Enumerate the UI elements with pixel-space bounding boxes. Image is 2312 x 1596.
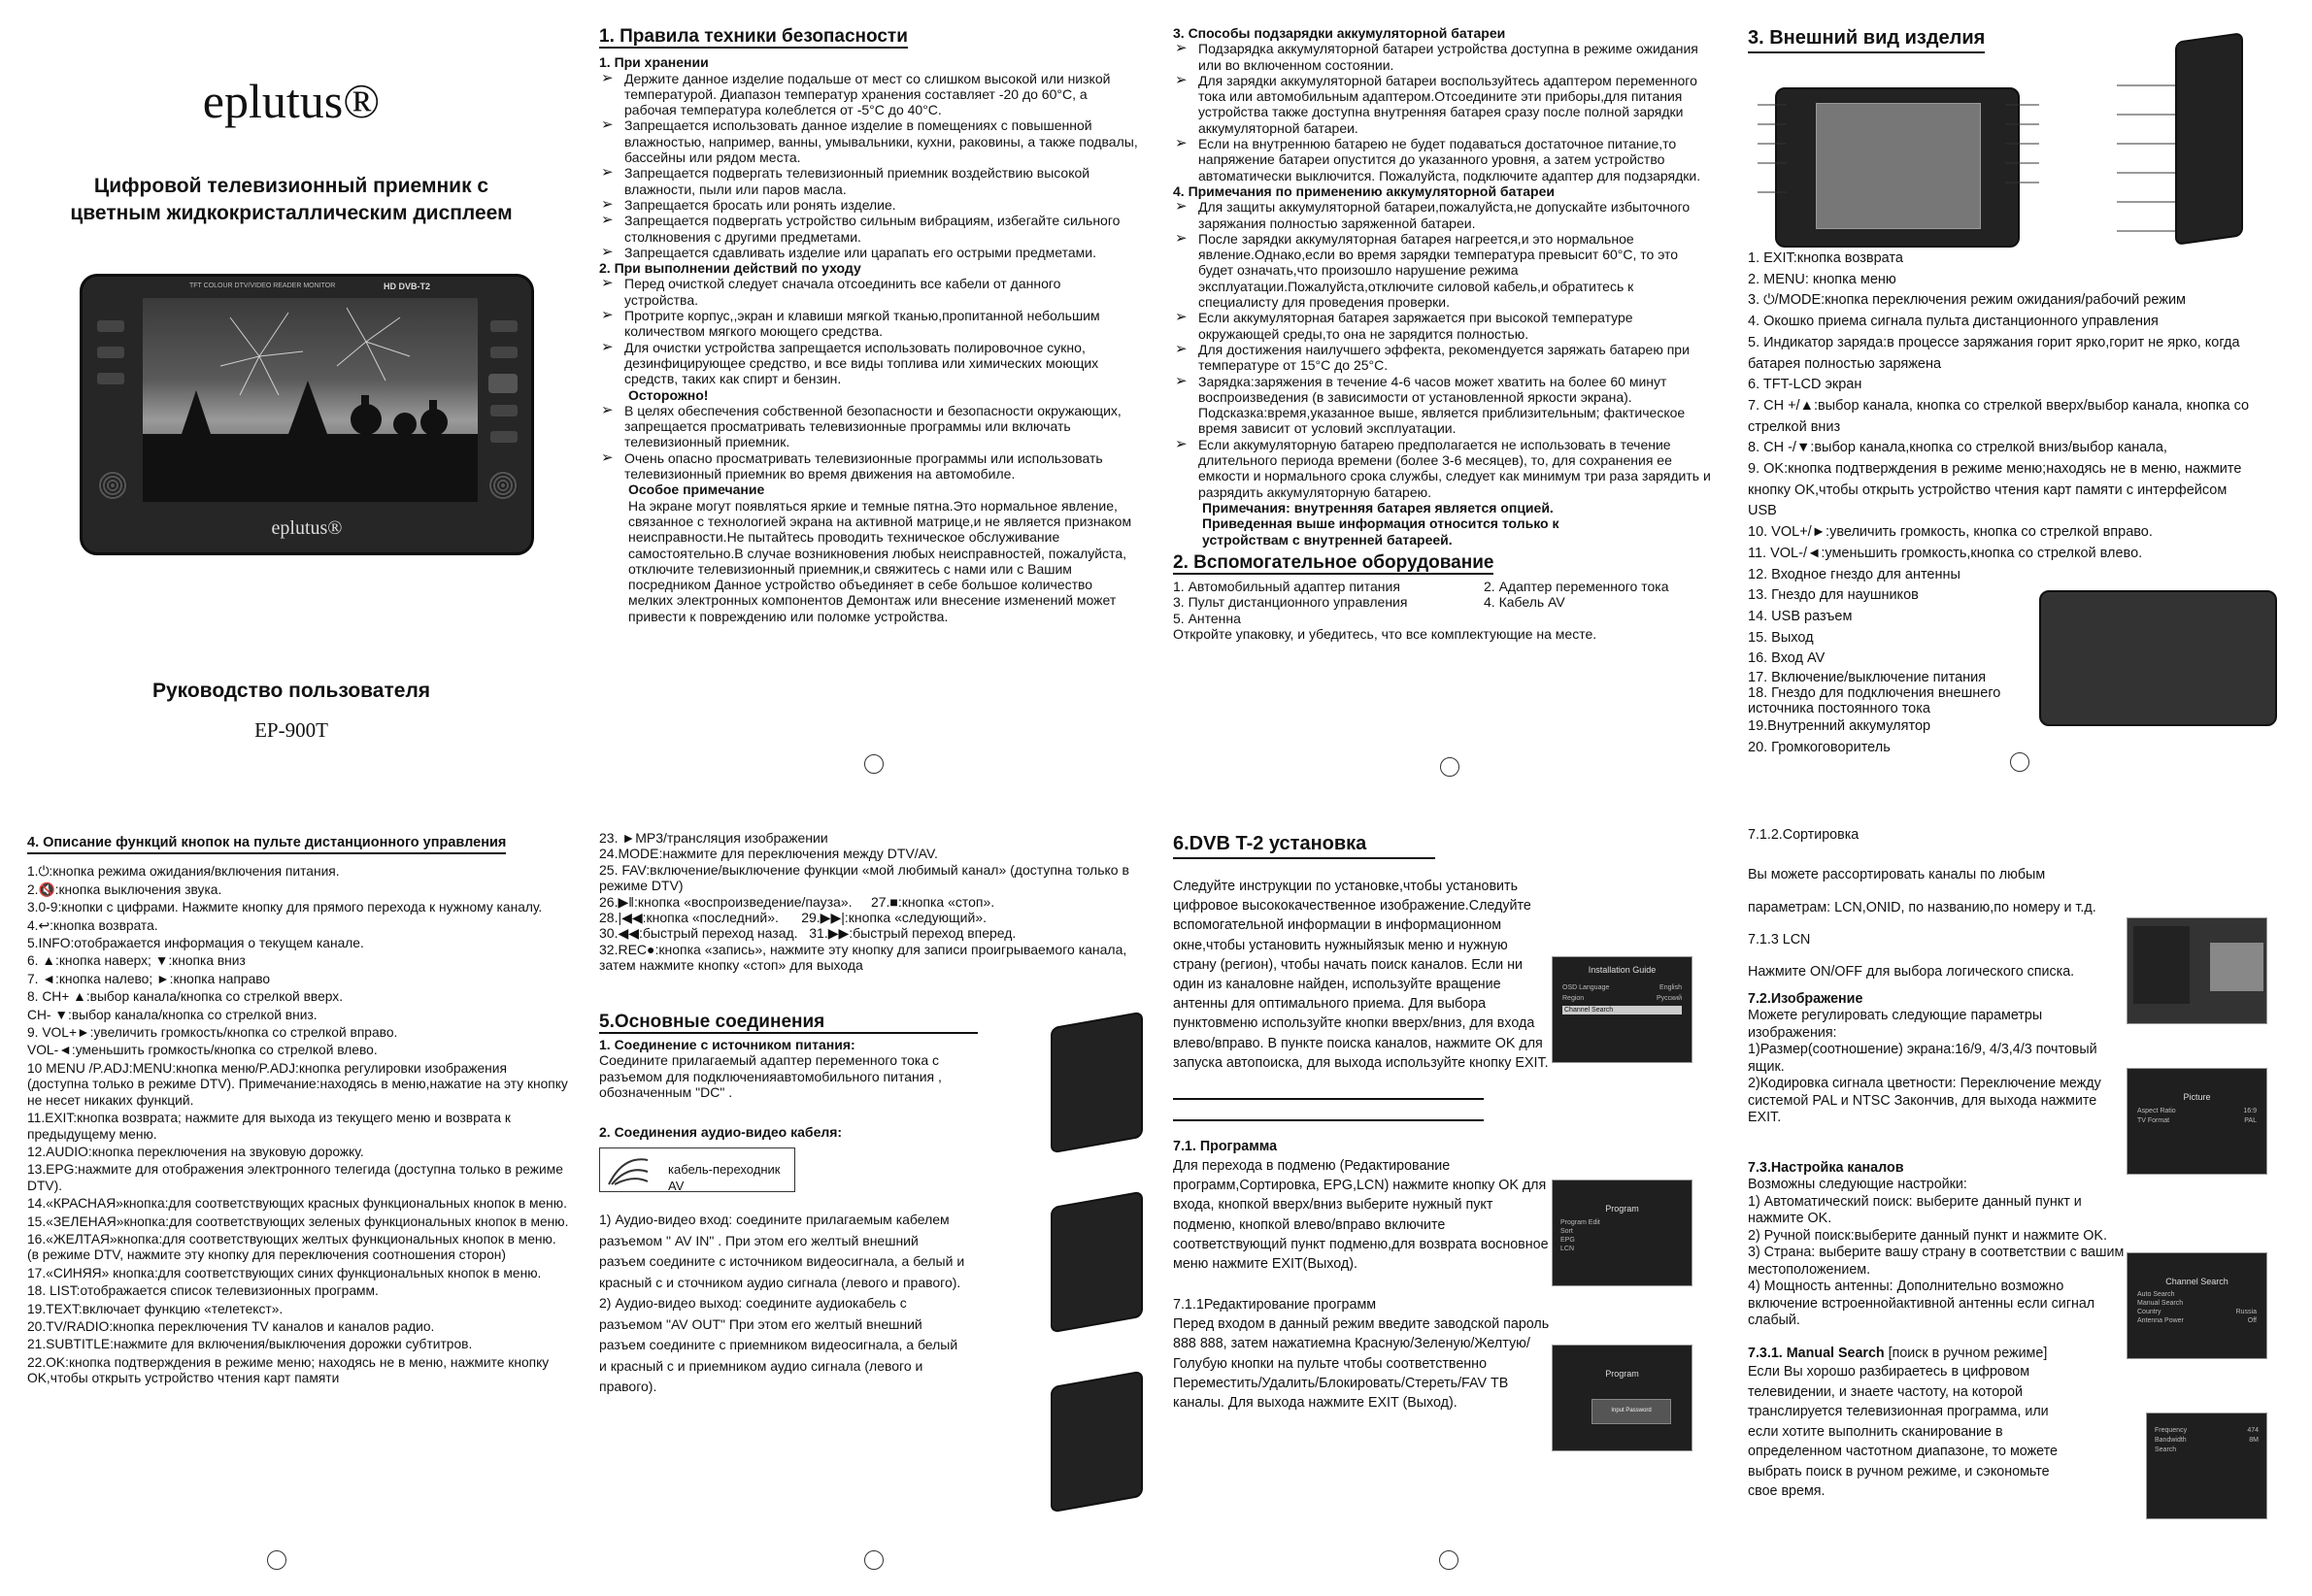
dvb-panel (1173, 833, 1561, 1551)
menu-row[interactable] (2137, 1108, 2257, 1114)
manual-search-title (1748, 1346, 2131, 1363)
preview-window (2210, 943, 2263, 991)
sort-title: 7.1.2.Сортировка (1748, 827, 1860, 843)
menu-row[interactable]: LCN (1560, 1246, 1575, 1252)
side-button[interactable] (490, 405, 518, 416)
channel-list (2133, 926, 2190, 1004)
side-button[interactable] (490, 431, 518, 443)
av-cable-icon (604, 1150, 653, 1189)
cover-title: Цифровой телевизионный приемник с цветным жидкокристаллическим дисплеем (70, 175, 513, 224)
back-view-image (2039, 590, 2277, 726)
list-item: 10 MENU /P.ADJ:MENU:кнопка меню/P.ADJ:кнопка регулировки изображения (доступна только в режиме DTV). Примечание:находясь в меню,нажатие на эту кнопку не несет никаких функций. (27, 1060, 568, 1108)
list-item: 8. CH -/▼:выбор канала,кнопка со стрелкой вниз/выбор канала, (1748, 440, 2167, 456)
device-strip-label: TFT COLOUR DTV/VIDEO READER MONITOR (189, 283, 336, 289)
page-marker (267, 1550, 286, 1570)
list-item: ➢ В целях обеспечения собственной безопасности и безопасности окружающих, запрещается просматривать телевизионные программы или включать телевизионный приемник. (599, 403, 1138, 450)
picture-title: 7.2.Изображение (1748, 990, 1863, 1007)
row-value: 474 (2247, 1427, 2259, 1434)
device-side-image (1051, 1371, 1143, 1513)
row-value: Russia (2235, 1309, 2257, 1315)
list-item: 20.TV/RADIO:кнопка переключения TV каналов и каналов радио. (27, 1318, 435, 1334)
side-button[interactable] (97, 347, 124, 358)
row-key: Frequency (2155, 1427, 2188, 1434)
list-item: 7. CH +/▲:выбор канала, кнопка со стрелкой вверх/выбор канала, кнопка со стрелкой вниз (1748, 397, 2250, 435)
av-text: 1) Аудио-видео вход: соедините прилагаемым кабелем разъемом " AV IN" . При этом его желтый внешний разъем соедините с источником видеосигнала, а белый и красный с и сточником аудио сигнала (левого и правого). 2) Аудио-видео выход: соедините аудиокабель с разъемом "AV OUT" При этом его желтый внешний разъем соедините с приемником видеосигнала, а белый и красный с и приемником аудио сигнала (левого и правого). (599, 1212, 965, 1395)
list-item: 30.◀◀:быстрый переход назад. 31.▶▶:быстрый переход вперед. (599, 925, 1017, 942)
guide-value: English (1659, 984, 1682, 991)
list-item: 4. Окошко приема сигнала пульта дистанционного управления (1748, 314, 2159, 330)
list-item: 17. Включение/выключение питания (1748, 670, 1987, 686)
model-number: EP-900T (254, 718, 328, 742)
menu-row[interactable] (2137, 1300, 2257, 1307)
callout-lines (1748, 85, 2097, 260)
edit-title: 7.1.1Редактирование программ (1173, 1297, 1377, 1313)
list-item: ➢ Перед очисткой следует сначала отсоединить все кабели от данного устройства. (599, 276, 1138, 308)
password-label: Input Password (1611, 1408, 1652, 1413)
list-item: 18. LIST:отображается список телевизионных программ. (27, 1283, 379, 1299)
page-marker (1440, 757, 1459, 777)
connections-heading: 5.Основные соединения (599, 1011, 825, 1032)
list-item: ➢ После зарядки аккумуляторная батарея нагреется,и это нормальное явление.Однако,если во время зарядки температура превысит 60°C, то это будет означать,что произошло нарушение режима эксплуатации.Пожалуйста,отключите силовой кабель,и обратитесь к специалисту для проведения проверки. (1173, 231, 1712, 310)
installation-guide-screen (1552, 956, 1692, 1063)
guide-key: Channel Search (1564, 1007, 1614, 1014)
list-item: 20. Громкоговоритель (1748, 739, 1891, 755)
row-key: Aspect Ratio (2137, 1108, 2176, 1114)
list-item: 15. Выход (1748, 629, 1814, 646)
menu-title: Program (1605, 1204, 1639, 1214)
guide-key: Region (1562, 995, 1585, 1002)
exterior-panel (1748, 27, 2296, 775)
section-divider (1173, 1119, 1484, 1121)
list-item: CH- ▼:выбор канала/кнопка со стрелкой вниз. (27, 1007, 318, 1022)
password-box[interactable] (1592, 1399, 1671, 1424)
list-item: 18. Гнездо для подключения внешнего источника постоянного тока (1748, 685, 2001, 717)
list-item: 5.INFO:отображается информация о текущем канале. (27, 936, 364, 951)
list-item: 19.TEXT:включает функцию «телетекст». (27, 1301, 284, 1316)
menu-row[interactable] (2137, 1117, 2257, 1124)
list-item: 5. Антенна (1173, 610, 1241, 626)
fireworks-icon (143, 298, 478, 502)
list-item: 24.MODE:нажмите для переключения между DTV/AV. (599, 846, 938, 862)
list-item: 3.0-9:кнопки с цифрами. Нажмите кнопку для прямого перехода к нужному каналу. (27, 900, 543, 915)
device-screen (143, 298, 478, 502)
caution-list (599, 403, 1138, 482)
row-value: Off (2247, 1317, 2257, 1324)
channel-search-screen (2127, 1252, 2267, 1359)
guide-value: Русский (1657, 995, 1682, 1002)
lcn-text: Нажмите ON/OFF для выбора логического списка. (1748, 964, 2075, 980)
manual-search-text: Если Вы хорошо разбираетесь в цифровом телевидении, и знаете частоту, на которой транслируется телевизионная программа, или если хотите выполнить сканирование в определенном частотном диапазоне, то можете выбрать поиск в ручном режиме, и сэкономьте свое время. (1748, 1364, 2058, 1499)
storage-title: 1. При хранении (599, 54, 709, 71)
guide-key: OSD Language (1562, 984, 1610, 991)
list-item: 12.AUDIO:кнопка переключения на звуковую дорожку. (27, 1144, 364, 1159)
list-item: 4. Кабель AV (1484, 594, 1565, 611)
dvb-heading-wrap (1173, 833, 1435, 859)
av-title: 2. Соединения аудио-видео кабеля: (599, 1123, 843, 1140)
remote-panel (27, 835, 571, 1553)
list-item: 9. VOL+►:увеличить громкость/кнопка со стрелкой вправо. (27, 1025, 398, 1041)
list-item: 11.EXIT:кнопка возврата; нажмите для выхода из текущего меню и возврата к предыдущему меню. (27, 1111, 511, 1142)
list-item: ➢ Если аккумуляторная батарея заряжается при высокой температуре окружающей среды,то она не зарядится полностью. (1173, 310, 1712, 342)
brand-logo: eplutus® (202, 74, 381, 128)
device-side-image (1051, 1191, 1143, 1334)
menu-row[interactable] (2155, 1446, 2259, 1453)
dvb-heading: 6.DVB T-2 установка (1173, 833, 1367, 854)
charging-title: 3. Способы подзарядки аккумуляторной батареи (1173, 25, 1506, 41)
accessories-list (1173, 579, 1712, 626)
side-button[interactable] (490, 320, 518, 332)
callout-lines (2117, 76, 2292, 250)
guide-row (1562, 984, 1682, 991)
manual-title: Руководство пользователя (151, 680, 431, 702)
list-item: 25. FAV:включение/выключение функции «мой любимый канал» (доступна только в режиме DTV) (599, 861, 1129, 894)
list-item: 13.EPG:нажмите для отображения электронного телегида (доступна только в режиме DTV). (27, 1162, 563, 1193)
list-item: ➢ Запрещается подвергать телевизионный приемник воздействию высокой влажности, пыли или паров масла. (599, 165, 1138, 197)
device-image (80, 274, 534, 555)
charging-list (1173, 41, 1712, 183)
list-item: 1. Автомобильный адаптер питания (1173, 579, 1400, 595)
speaker-grille (98, 471, 127, 500)
list-item: 2. Адаптер переменного тока (1484, 579, 1669, 595)
speaker-grille (488, 471, 518, 500)
caution-label: Осторожно! (628, 386, 709, 403)
row-key: Manual Search (2137, 1300, 2184, 1307)
list-item: ➢ Очень опасно просматривать телевизионные программы или использовать телевизионный приемник во время движения на автомобиле. (599, 450, 1138, 482)
power-text: Соедините прилагаемый адаптер переменного тока с разъемом для подключенияавтомобильного питания , обозначенным "DC" . (599, 1052, 942, 1101)
sort-text: Вы можете рассортировать каналы по любым параметрам: LCN,ONID, по названию,по номеру и т.д. (1748, 866, 2096, 915)
list-item: ➢ Для зарядки аккумуляторной батареи воспользуйтесь адаптером переменного тока или автомобильным адаптером.Отсоедините эти приборы,для питания устройства также доступна внутренняя батарея сразу после полной зарядки аккумуляторной батареи. (1173, 73, 1712, 136)
list-item: 23. ►MP3/трансляция изображении (599, 830, 828, 846)
device-logo: eplutus® (271, 517, 343, 539)
list-item: ➢ Запрещается подвергать устройство сильным вибрациям, избегайте сильного столкновения с другими предметами. (599, 213, 1138, 245)
guide-title: Installation Guide (1588, 965, 1657, 975)
list-item: 14.«КРАСНАЯ»кнопка:для соответствующих красных функциональных кнопок в меню. (27, 1196, 567, 1212)
side-button[interactable] (490, 347, 518, 358)
ok-button[interactable] (488, 374, 518, 393)
row-key: Auto Search (2137, 1291, 2175, 1298)
manual-search-label: 7.3.1. Manual Search (1748, 1345, 1885, 1361)
list-item: 16. Вход AV (1748, 650, 1826, 667)
row-value: 16:9 (2243, 1108, 2257, 1114)
accessories-heading: 2. Вспомогательное оборудование (1173, 555, 1493, 575)
list-item: 32.REC●:кнопка «запись», нажмите эту кнопку для записи проигрываемого канала, затем нажмите кнопку «стоп» для выхода (599, 941, 1127, 974)
row-key: TV Format (2137, 1117, 2170, 1124)
list-item: ➢ Зарядка:заряжения в течение 4-6 часов может хватить на более 60 минут воспроизведения (в зависимости от установленной яркости экрана). Подсказка:время,указанное выше, является приблизительным; фактическое время зависит от условий эксплуатации. (1173, 374, 1712, 437)
list-item: 16.«ЖЕЛТАЯ»кнопка:для соответствующих желтых функциональных кнопок в меню. (в режиме DTV, нажмите эту кнопку для переключения соотношения сторон) (27, 1231, 556, 1263)
list-item: 6. TFT-LCD экран (1748, 377, 1862, 393)
menu-row[interactable] (2137, 1309, 2257, 1315)
remote-heading: 4. Описание функций кнопок на пульте дистанционного управления (27, 835, 506, 854)
guide-row[interactable] (1562, 1006, 1682, 1014)
menu-row[interactable] (2155, 1437, 2259, 1444)
list-item: VOL-◄:уменьшить громкость/кнопка со стрелкой влево. (27, 1043, 378, 1058)
picture-text: Можете регулировать следующие параметры изображения: 1)Размер(соотношение) экрана:16/9, 4/3,4/3 почтовый ящик. 2)Кодировка сигнала цветности: Переключение между системой PAL и NTSC Закончив, для выхода нажмите EXIT. (1748, 1008, 2101, 1125)
list-item: ➢ Запрещается сдавливать изделие или царапать его острыми предметами. (599, 245, 1138, 260)
list-item: 1.⏻:кнопка режима ожидания/включения питания. (27, 864, 340, 880)
row-key: Country (2137, 1309, 2161, 1315)
side-button[interactable] (97, 320, 124, 332)
edit-text: Перед входом в данный режим введите заводской пароль 888 888, затем нажатиемна Красную/Зеленую/Желтую/ Голубую кнопки на пульте чтобы соответственно Переместить/Удалить/Блокировать/Стереть/FAV ТВ каналы. Для выхода нажмите EXIT (Выход). (1173, 1316, 1550, 1412)
list-item: 15.«ЗЕЛЕНАЯ»кнопка:для соответствующих зеленых функциональных кнопок в меню. (27, 1214, 569, 1229)
storage-list (599, 71, 1138, 261)
menu-row[interactable]: Sort (1560, 1228, 1573, 1235)
password-screen (1552, 1345, 1692, 1451)
device-side-image (1051, 1012, 1143, 1154)
list-item: 10. VOL+/►:увеличить громкость, кнопка со стрелкой вправо. (1748, 524, 2153, 541)
menu-row[interactable] (2155, 1427, 2259, 1434)
list-item: 13. Гнездо для наушников (1748, 587, 1919, 604)
side-button[interactable] (97, 373, 124, 384)
list-item: ➢ Для достижения наилучшего эффекта, рекомендуется заряжать батарею при температуре от 15°C до 25°C. (1173, 342, 1712, 374)
list-item: ➢ Для защиты аккумуляторной батареи,пожалуйста,не допускайте избыточного заряжания полностью заряженной батареи. (1173, 199, 1712, 231)
page-marker (864, 754, 884, 774)
section-divider (1173, 1098, 1484, 1100)
list-item: ➢ Запрещается бросать или ронять изделие. (599, 197, 1138, 213)
row-value: 8M (2249, 1437, 2259, 1444)
dvb-intro: Следуйте инструкции по установке,чтобы установить цифровое высококачественное изображение.Следуйте вспомогательной информации в информационном окне,чтобы установить нужныйязык меню и нужную страну (регион), чтобы начать поиск каналов. Если ни один из каналовне найден, используйте вращение антенны для оптимального приема. Для выбора пунктовменю используйте кнопки вверх/вниз, для входа влево/вправо. В пункте поиска каналов, нажмите OK для запуска автопоиска, для выхода используйте кнопку EXIT. (1173, 879, 1549, 1071)
exterior-heading: 3. Внешний вид изделия (1748, 27, 1985, 53)
list-item: ➢ Протрите корпус,,экран и клавиши мягкой тканью,пропитанной небольшим количеством мягкого моющего средства. (599, 308, 1138, 340)
list-item: 17.«СИНЯЯ» кнопка:для соответствующих синих функциональных кнопок в меню. (27, 1265, 542, 1280)
list-item: 2.🔇:кнопка выключения звука. (27, 881, 222, 897)
care-list (599, 276, 1138, 386)
list-item: ➢ Для очистки устройства запрещается использовать полировочное сукно, дезинфицирующее средство, и все виды топлива или химических моющих средств, таких как спирт и бензин. (599, 340, 1138, 387)
list-item: ➢ Если аккумуляторную батарею предполагается не использовать в течение длительного периода времени (более 3-6 месяцев), то, для сохранения ее емкости и нормального срока службы, следует как минимум три раза зарядить и разрядить аккумуляторную батарею. (1173, 437, 1712, 500)
battery-notes-title: 4. Примечания по применению аккумуляторной батареи (1173, 183, 1555, 199)
care-title: 2. При выполнении действий по уходу (599, 260, 861, 277)
channel-title: 7.3.Настройка каналов (1748, 1159, 1904, 1176)
row-key: Search (2155, 1446, 2177, 1453)
special-label: Особое примечание (628, 482, 765, 498)
menu-title: Channel Search (2165, 1277, 2228, 1286)
list-item: 28.|◀◀:кнопка «последний». 29.▶▶|:кнопка «следующий». (599, 910, 987, 926)
cover-panel (19, 19, 563, 777)
list-item: 5. Индикатор заряда:в процессе заряжания горит ярко,горит не ярко, когда батарея полностью заряжена (1748, 334, 2240, 372)
row-key: Bandwidth (2155, 1437, 2187, 1444)
list-item: 19.Внутренний аккумулятор (1748, 718, 1931, 735)
guide-row (1562, 995, 1682, 1002)
list-item: 8. CH+ ▲:выбор канала/кнопка со стрелкой вверх. (27, 989, 344, 1005)
list-item: 14. USB разъем (1748, 608, 1853, 624)
list-item: 12. Входное гнездо для антенны (1748, 566, 1960, 582)
safety-heading: 1. Правила техники безопасности (599, 29, 908, 49)
menu-row[interactable] (2137, 1291, 2257, 1298)
program-text: Для перехода в подменю (Редактирование программ,Сортировка, EPG,LCN) нажмите кнопку OK для входа, кнопкой вверх/вниз выберите нужный пукт подменю, кнопкой влево/вправо включите соответствующий пункт подменю,для возврата восновное меню нажмите EXIT(Выход). (1173, 1158, 1549, 1273)
manual-search-sub: [поиск в ручном режиме] (1884, 1345, 2048, 1361)
menu-row[interactable]: EPG (1560, 1237, 1575, 1244)
row-value: PAL (2244, 1117, 2257, 1124)
list-item: 4.↩:кнопка возврата. (27, 917, 158, 933)
list-item: 21.SUBTITLE:нажмите для включения/выключения дорожки субтитров. (27, 1337, 473, 1352)
list-item: 26.▶‖:кнопка «воспроизведение/пауза». 27.■:кнопка «стоп». (599, 893, 995, 910)
battery-notes-list (1173, 199, 1712, 500)
page-marker (1439, 1550, 1458, 1570)
list-item: 9. OK:кнопка подтверждения в режиме меню;находясь не в меню, нажмите кнопку OK,чтобы открыть устройство чтения карт памяти с интерфейсом USB (1748, 461, 2242, 519)
menu-row[interactable] (2137, 1317, 2257, 1324)
accessories-note: Откройте упаковку, и убедитесь, что все комплектующие на месте. (1173, 625, 1597, 642)
list-item: 3. ⏻/MODE:кнопка переключения режим ожидания/рабочий режим (1748, 292, 2187, 309)
list-item: ➢ Запрещается использовать данное изделие в помещениях с повышенной влажностью, например, ванны, умывальники, кухни, раковины, а также подвалы, бассейны или рядом места. (599, 117, 1138, 165)
menu-row[interactable]: Program Edit (1560, 1219, 1600, 1226)
lcn-screen (2127, 917, 2267, 1024)
list-item: ➢ Подзарядка аккумуляторной батареи устройства доступна в режиме ожидания или во включенном состоянии. (1173, 41, 1712, 73)
battery-panel (1173, 25, 1712, 763)
list-item: ➢ Если на внутреннюю батарею не будет подаваться достаточное питание,то напряжение батареи опустится до указанного уровня, а затем устройство автоматически выключится. Пожалуйста, подключите адаптер для подзарядки. (1173, 136, 1712, 183)
channel-text: Возможны следующие настройки: 1) Автоматический поиск: выберите данный пункт и нажмите OK. 2) Ручной поиск:выберите данный пункт и нажмите OK. 3) Страна: выберите вашу страну в соответствии с вашим местоположением. 4) Мощность антенны: Дополнительно возможно включение встроеннойактивной антенны если сигнал слабый. (1748, 1177, 2125, 1328)
page-marker (864, 1550, 884, 1570)
program-menu-screen (1552, 1180, 1692, 1286)
picture-screen (2127, 1068, 2267, 1175)
list-item: 1. EXIT:кнопка возврата (1748, 250, 1903, 266)
special-text: На экране могут появляться яркие и темные пятна.Это нормальное явление, связанное с технологией экрана на активной матрице,и не является признаком неисправности.Не пытайтесь проводить техническое обслуживание самостоятельно.В случае возникновения любых неисправностей, пожалуйста, отключите телевизионный приемник,и свяжитесь с нами или с Вашим посредником Данное устройство объединяет в себе большое количество мелких электронных компонентов Демонтаж или внесение изменений может привести к повреждению или поломке устройства. (628, 497, 1132, 624)
safety-panel (599, 26, 1138, 767)
program-title: 7.1. Программа (1173, 1139, 1278, 1155)
device-hd-label: HD DVB-T2 (384, 282, 431, 291)
list-item: ➢ Держите данное изделие подальше от мест со слишком высокой или низкой температурой. Диапазон температур хранения составляет -20 до 60°C, а рабочая температура колеблется от -5°C до 40°C. (599, 71, 1138, 118)
list-item: 3. Пульт дистанционного управления (1173, 594, 1408, 611)
settings-panel (1748, 827, 2131, 1555)
page-marker (2010, 752, 2029, 772)
list-item: 7. ◄:кнопка налево; ►:кнопка направо (27, 971, 271, 986)
list-item: 22.OK:кнопка подтверждения в режиме меню; находясь не в меню, нажмите кнопку OK,чтобы открыть устройство чтения карт памяти (27, 1354, 550, 1386)
lcn-title: 7.1.3 LCN (1748, 931, 1811, 948)
battery-bold-note: Примечания: внутренняя батарея является опцией. Приведенная выше информация относится только к устройствам с внутренней батареей. (1202, 499, 1559, 548)
power-title: 1. Соединение с источником питания: (599, 1037, 855, 1053)
cable-box (599, 1147, 795, 1192)
connections-heading-wrap (599, 1011, 978, 1034)
list-item: 6. ▲:кнопка наверх; ▼:кнопка вниз (27, 953, 246, 969)
manual-search-screen (2146, 1413, 2267, 1519)
list-item: 11. VOL-/◄:уменьшить громкость,кнопка со стрелкой влево. (1748, 545, 2143, 561)
cable-label: кабель-переходник AV (668, 1162, 781, 1193)
menu-title: Picture (2183, 1092, 2211, 1102)
menu-title: Program (1605, 1369, 1639, 1379)
row-key: Antenna Power (2137, 1317, 2184, 1324)
list-item: 2. MENU: кнопка меню (1748, 271, 1896, 287)
